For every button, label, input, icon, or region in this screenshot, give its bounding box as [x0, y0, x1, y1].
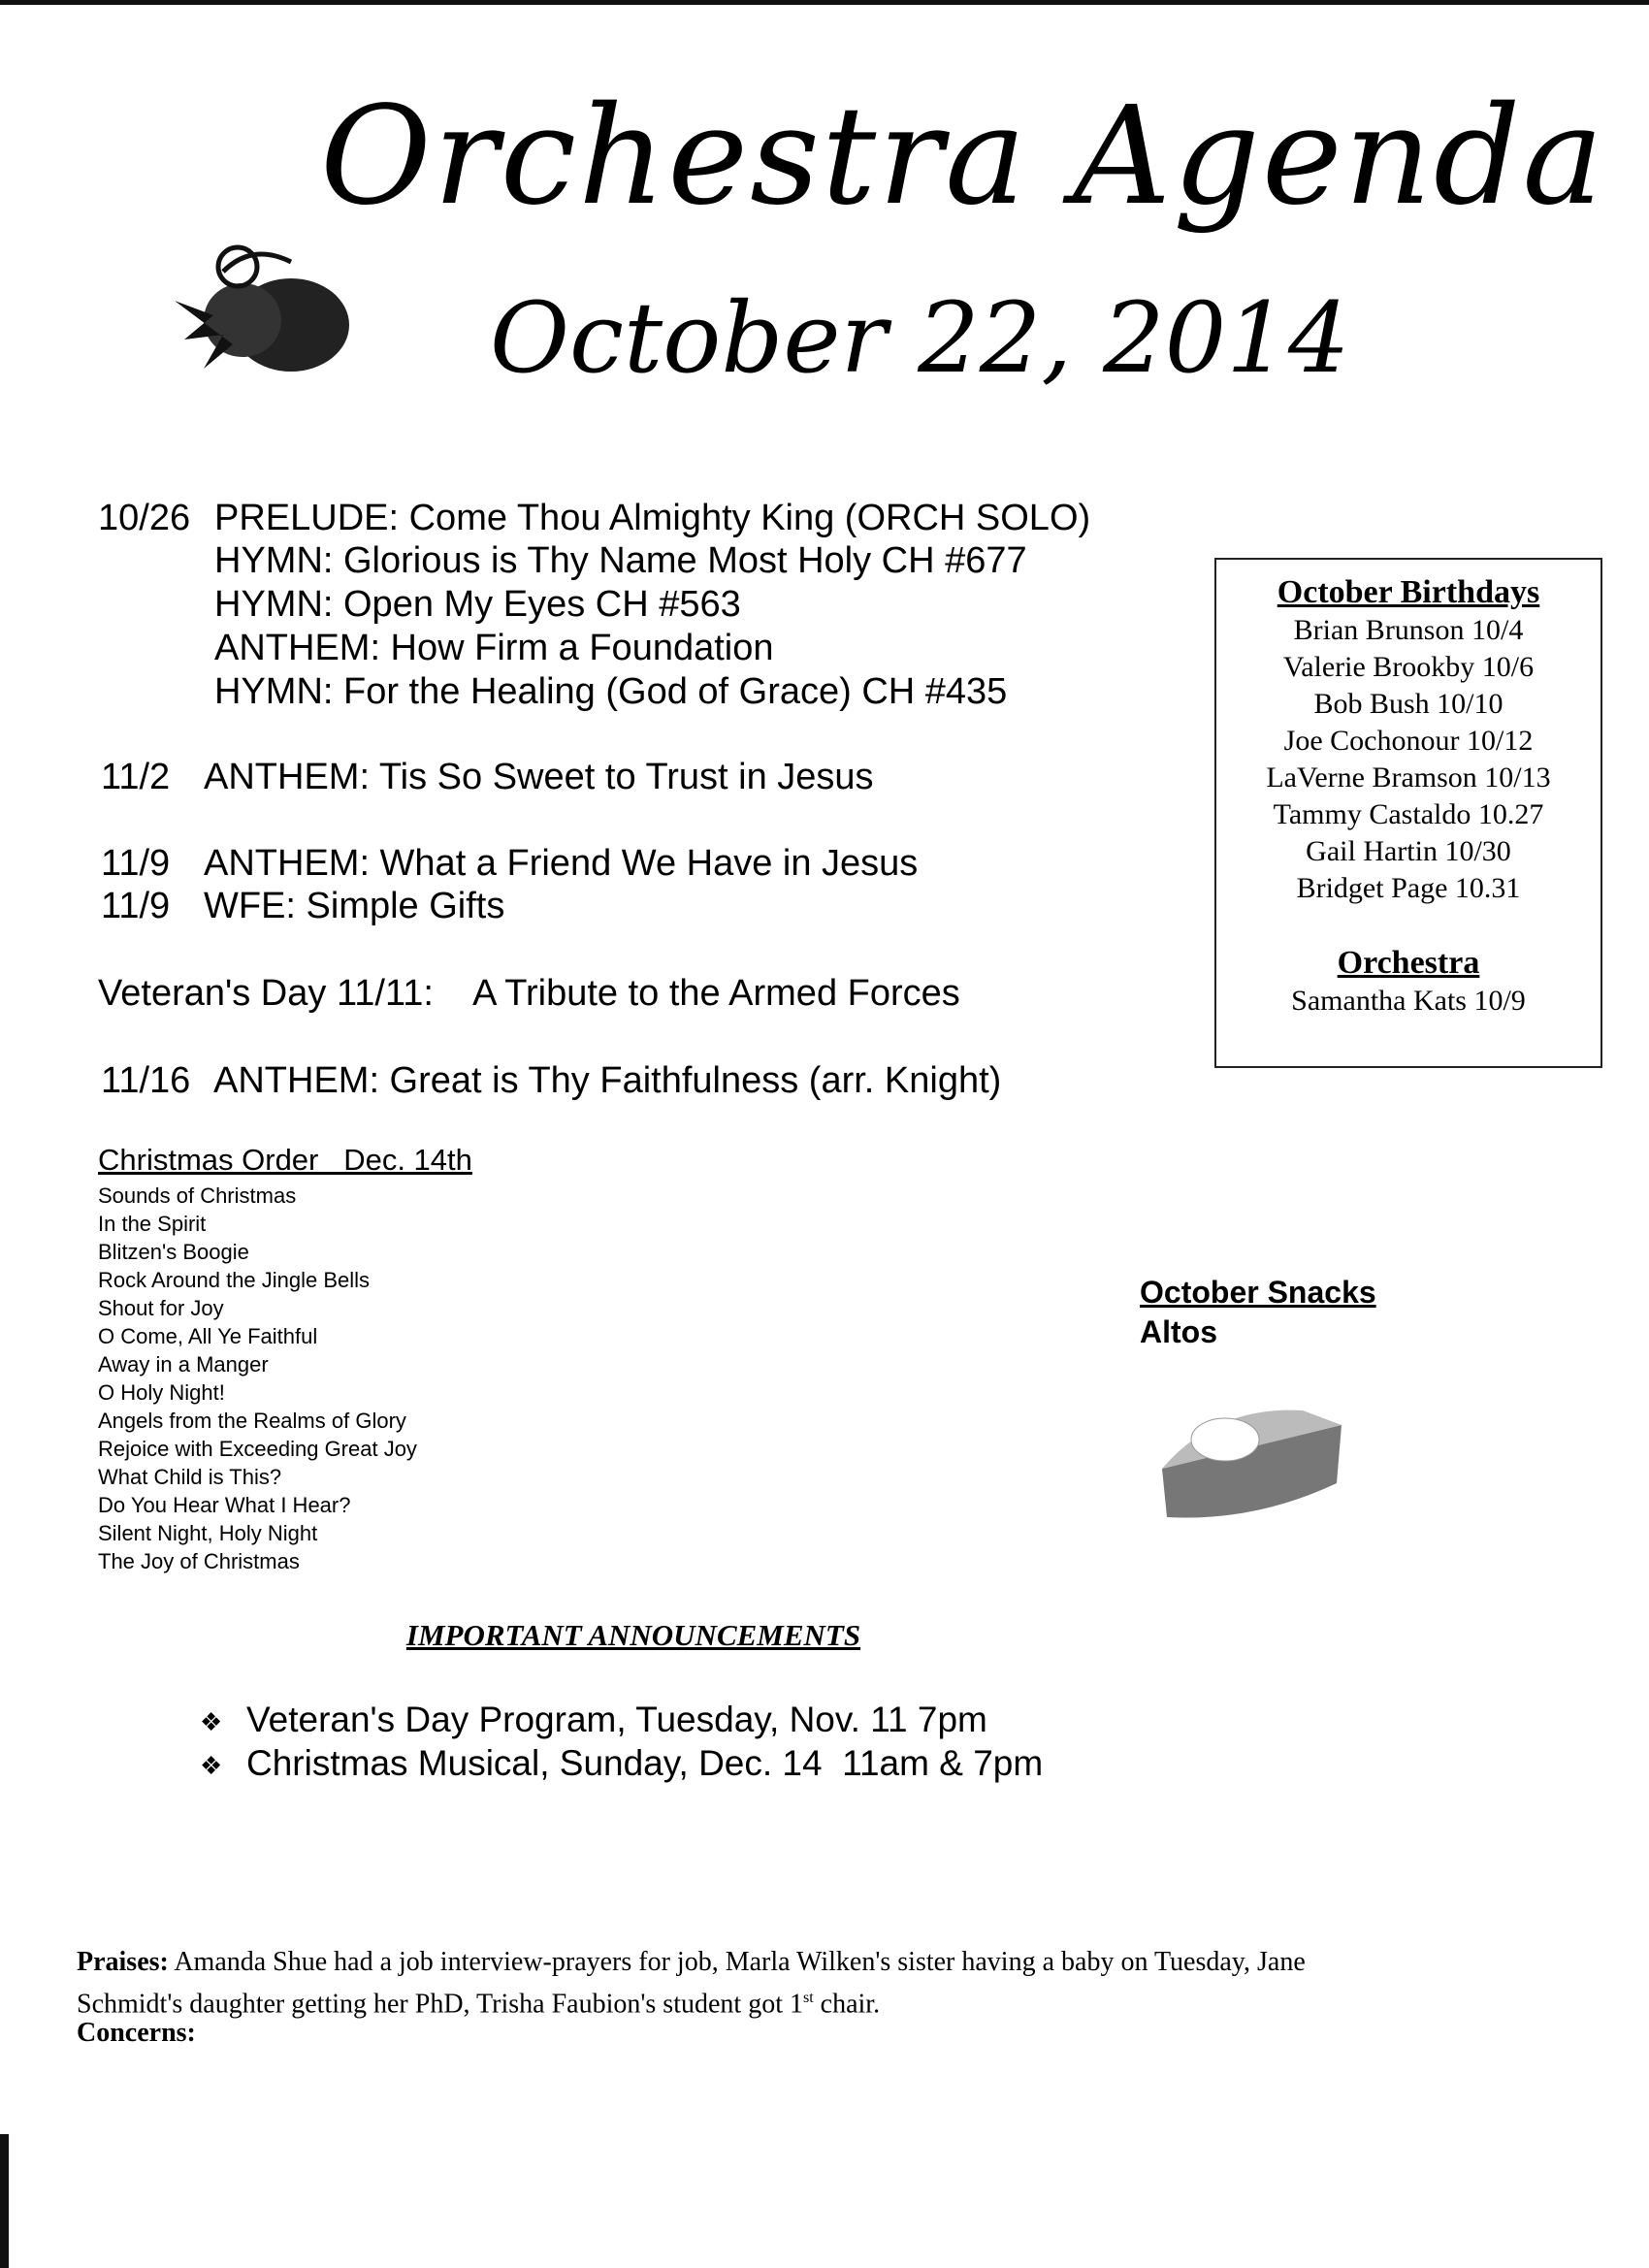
christmas-order-heading: Christmas Order Dec. 14th: [98, 1143, 472, 1177]
agenda-item: ANTHEM: How Firm a Foundation: [214, 628, 774, 668]
song-item: Rejoice with Exceeding Great Joy: [98, 1437, 417, 1461]
agenda-item: 11/2 ANTHEM: Tis So Sweet to Trust in Jesus: [101, 757, 874, 797]
birthday-entry: Samantha Kats 10/9: [1291, 985, 1526, 1017]
agenda-item: Veteran's Day 11/11: A Tribute to the Armed Forces: [98, 973, 960, 1014]
agenda-item: 11/16 ANTHEM: Great is Thy Faithfulness (arr. Knight): [101, 1060, 1002, 1101]
song-item: Do You Hear What I Hear?: [98, 1493, 351, 1517]
song-item: Silent Night, Holy Night: [98, 1521, 318, 1545]
song-item: Shout for Joy: [98, 1296, 224, 1320]
snacks-value: Altos: [1140, 1314, 1217, 1349]
song-item: Blitzen's Boogie: [98, 1240, 249, 1264]
praises-line: Praises: Amanda Shue had a job interview-prayers for job, Marla Wilken's sister having a baby on Tuesday, Jane: [77, 1947, 1306, 1977]
agenda-item: HYMN: Open My Eyes CH #563: [214, 584, 741, 625]
song-item: The Joy of Christmas: [98, 1549, 300, 1573]
song-item: O Come, All Ye Faithful: [98, 1324, 318, 1348]
song-item: Sounds of Christmas: [98, 1183, 297, 1208]
birthdays-heading: October Birthdays: [1277, 574, 1540, 610]
birthday-entry: Valerie Brookby 10/6: [1282, 651, 1535, 683]
song-item: In the Spirit: [98, 1212, 207, 1236]
concerns-label: Concerns:: [77, 2018, 196, 2048]
song-item: Rock Around the Jingle Bells: [98, 1268, 371, 1292]
instrument-clipart-icon: [165, 243, 359, 388]
agenda-item: HYMN: For the Healing (God of Grace) CH #435: [214, 671, 1008, 712]
page-title: Orchestra Agenda: [320, 78, 1605, 236]
agenda-item: HYMN: Glorious is Thy Name Most Holy CH #677: [214, 540, 1027, 581]
song-item: O Holy Night!: [98, 1380, 225, 1405]
agenda-date: October 22, 2014: [490, 281, 1350, 395]
praises-line: Schmidt's daughter getting her PhD, Trisha Faubion's student got 1st chair.: [77, 1989, 881, 2020]
agenda-item: 11/9 ANTHEM: What a Friend We Have in Jesus: [101, 843, 919, 884]
announcements-heading: IMPORTANT ANNOUNCEMENTS: [405, 1618, 861, 1652]
birthday-entry: Joe Cochonour 10/12: [1283, 725, 1534, 757]
birthday-entry: Bridget Page 10.31: [1296, 872, 1521, 904]
song-item: What Child is This?: [98, 1465, 282, 1489]
announcement-item: ❖ Veteran's Day Program, Tuesday, Nov. 11 7pm: [200, 1700, 987, 1739]
announcement-item: ❖ Christmas Musical, Sunday, Dec. 14 11am & 7pm: [200, 1743, 1044, 1783]
birthday-entry: Brian Brunson 10/4: [1293, 614, 1524, 646]
birthdays-box: [1214, 558, 1602, 1068]
christmas-song-list: [98, 1182, 417, 1575]
diamond-bullet-icon: ❖: [200, 1750, 223, 1780]
pie-clipart-icon: [1157, 1396, 1346, 1527]
orchestra-birthdays-heading: Orchestra: [1337, 945, 1480, 981]
birthday-entry: Gail Hartin 10/30: [1306, 835, 1511, 867]
diamond-bullet-icon: ❖: [200, 1706, 223, 1736]
song-item: Angels from the Realms of Glory: [98, 1409, 406, 1433]
scan-edge: [0, 2134, 9, 2268]
song-item: Away in a Manger: [98, 1352, 269, 1377]
snacks-heading: October Snacks: [1140, 1275, 1376, 1310]
birthday-entry: Tammy Castaldo 10.27: [1273, 798, 1544, 830]
agenda-item: 11/9 WFE: Simple Gifts: [101, 886, 505, 926]
top-border: [0, 0, 1649, 5]
birthday-entry: LaVerne Bramson 10/13: [1266, 761, 1551, 794]
birthday-entry: Bob Bush 10/10: [1313, 688, 1504, 720]
agenda-item: 10/26 PRELUDE: Come Thou Almighty King (ORCH SOLO): [98, 498, 1091, 538]
